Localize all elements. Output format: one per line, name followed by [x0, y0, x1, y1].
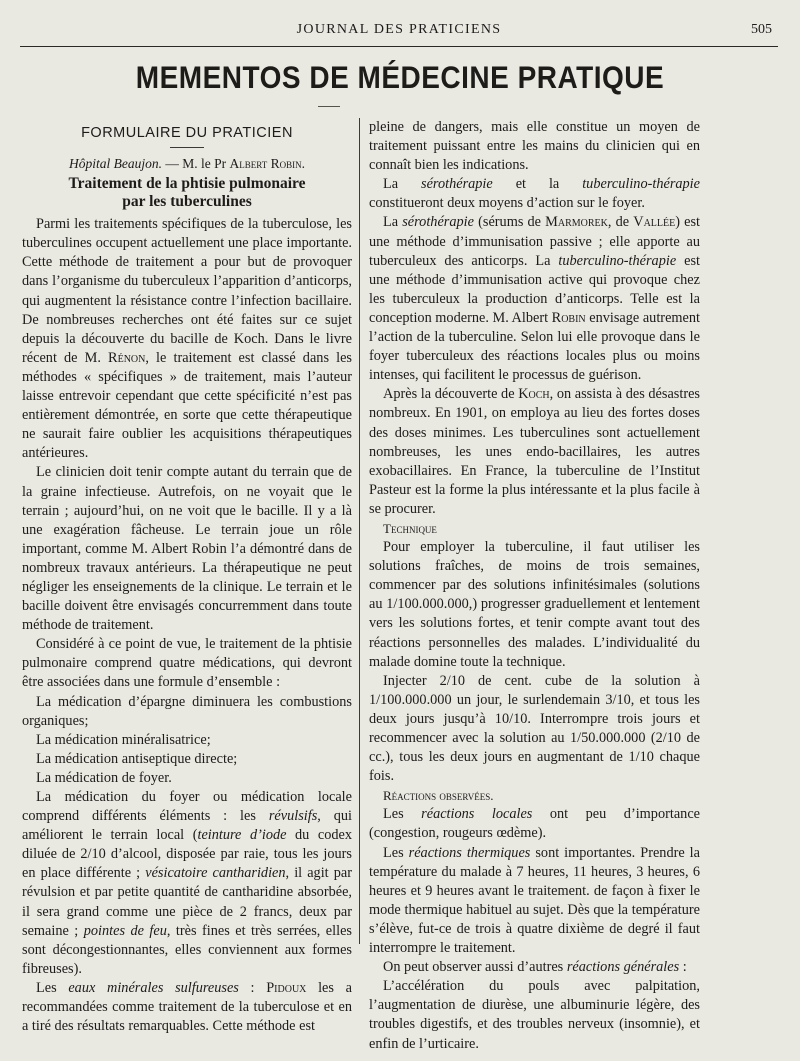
text-run: :	[238, 979, 267, 996]
paragraph	[369, 805, 700, 843]
text-run: Les	[383, 806, 422, 823]
article-title	[22, 175, 352, 211]
journal-title: JOURNAL DES PRATICIENS	[296, 22, 502, 37]
text-run: (sérums de	[473, 214, 546, 231]
text-run: , le traitement est classé dans les méthodes « spécifiques » de traitement, mais l’auteur laisse entrevoir cependant que cette spécificité n’est pas entièrement démontrée, en sorte que cette thérapeutique ne saurait faire oublier les acquisitions thérapeutiques antérieures.	[22, 349, 352, 462]
text-run: , il agit par révulsion et par petite quantité de cantharidine absorbée, il sera grand comme une pièce de 2 francs, deux par semaine ;	[22, 865, 352, 939]
text-run: ) est une méthode d’immunisation passive ; elle apporte au tuberculeux des anticorps. La	[369, 214, 701, 269]
italic-term: sérothérapie	[402, 214, 474, 231]
heading-rule	[170, 147, 204, 148]
person-name: Pidoux	[266, 979, 307, 996]
list-item: La médication antiseptique directe;	[36, 750, 238, 767]
text-run: :	[679, 959, 687, 976]
text-run: , qui améliorent le terrain local (	[22, 808, 352, 844]
main-title: MEMENTOS DE MÉDECINE PRATIQUE	[135, 60, 665, 95]
text-run: envisage autrement l’action de la tuberculine. Selon lui elle provoque dans le foyer tuberculeux des réactions locales plus ou moins intenses, qui facilitent le processus de guérison.	[369, 309, 700, 384]
text-run: et la	[492, 176, 583, 193]
text-run: Les	[383, 844, 409, 861]
text-run: , de	[607, 214, 634, 231]
text-run: La	[383, 176, 422, 193]
text-run: les a recommandées comme traitement de la tuberculose et en a tiré des résultats remarquables. Cette méthode est	[22, 979, 352, 1035]
italic-term: révulsifs	[268, 808, 318, 825]
italic-term: pointes de feu	[83, 922, 167, 939]
italic-term: réactions locales	[421, 806, 533, 823]
text-run: du codex diluée de 2/10 d’alcool, disposée par raie, tous les jours en place différente ;	[22, 827, 352, 882]
paragraph	[369, 844, 700, 959]
paragraph: Injecter 2/10 de cent. cube de la solution à 1/100.000.000 un jour, le surlendemain 3/10, et tous les deux jours jusqu’à 10/10. Interrompre trois jours et recommencer avec la solution au 1/50.000.000 (2/10 de cc.), tous les deux jours en augmentant de 1/10 chaque fois.	[369, 672, 700, 785]
text-run: Après la découverte de	[383, 386, 519, 403]
text-run: , très fines et très serrées, elles sont décongestionnantes, elles conviennent aux formes fibreuses).	[22, 922, 352, 977]
paragraph: Le clinicien doit tenir compte autant du terrain que de la graine infectieuse. Autrefois, on ne voyait que le terrain ; aujourd’hui, on ne voit que le bacille. Il y a là une exagération fâcheuse. Le terrain joue un rôle important, comme M. Albert Robin l’a démontré dans de nombreux travaux antérieurs. La thérapeutique ne peut négliger les enseignements de la clinique. Le terrain et le bacille doivent être envisagés concurremment dans toute méthode de traitement.	[22, 464, 352, 634]
italic-term: eaux minérales sulfureuses	[68, 979, 239, 996]
paragraph: Pour employer la tuberculine, il faut utiliser les solutions fraîches, de moins de trois semaines, commencer par des solutions infinitésimales (solutions au 1/100.000.000,) progresser graduellement et lentement vers les solutions fortes, et tenir compte avant tout des réactions personnelles des malades. L’individualité du malade domine toute la technique.	[369, 539, 700, 670]
paragraph	[369, 958, 700, 977]
italic-term: tuberculino-thérapie	[582, 176, 700, 193]
article-title-line2: par les tuberculines	[122, 193, 252, 211]
paragraph	[22, 979, 352, 1036]
paragraph	[22, 788, 352, 979]
paragraph: L’accélération du pouls avec palpitation, l’augmentation de diurèse, une albuminurie légère, des troubles digestifs, et des troubles nerveux (insomnie), et enfin de l’urticaire.	[369, 978, 700, 1052]
italic-term: vésicatoire cantharidien	[145, 865, 286, 882]
list-item: La médication d’épargne diminuera les combustions organiques;	[22, 693, 352, 729]
author-name: Albert Robin.	[229, 156, 305, 172]
right-column	[369, 118, 700, 1054]
subheading-reactions: Réactions observées.	[383, 788, 494, 804]
author-prefix: M. le Pr	[182, 156, 230, 172]
list-item: La médication minéralisatrice;	[36, 731, 211, 748]
person-name: Koch	[518, 386, 550, 403]
text-run: La médication du foyer ou médication locale comprend différents éléments : les	[22, 789, 352, 825]
text-run: Parmi les traitements spécifiques de la tuberculose, les tuberculines occupent actuellement une place importante. Cette méthode de traitement a pour but de provoquer dans l’organisme du tuberculeux l’apparition d’anticorps, qui augmentent la résistance contre l’infection bacillaire. De nombreuses recherches ont été faites sur ce sujet depuis la découverte du bacille de Koch. Dans le livre récent de M.	[22, 216, 352, 366]
paragraph: Considéré à ce point de vue, le traitement de la phtisie pulmonaire comprend quatre médications, qui devront être associées dans une formule d’ensemble :	[22, 636, 352, 691]
text-run: Les	[36, 979, 69, 996]
byline	[22, 154, 352, 173]
italic-term: réactions thermiques	[408, 844, 531, 861]
subheading-technique: Technique	[383, 520, 437, 536]
page-number: 505	[751, 22, 772, 37]
paragraph	[369, 213, 700, 385]
italic-term: sérothérapie	[421, 176, 493, 193]
left-column	[22, 118, 352, 1036]
paragraph	[369, 385, 700, 519]
byline-dash: —	[162, 156, 183, 172]
italic-term: teinture d’iode	[197, 827, 287, 844]
person-name: Vallée	[633, 214, 676, 231]
person-name: Robin	[551, 309, 586, 326]
column-divider	[359, 118, 360, 944]
title-divider	[318, 106, 340, 107]
article-title-line1: Traitement de la phtisie pulmonaire	[68, 175, 306, 193]
paragraph	[369, 175, 700, 213]
italic-term: réactions générales	[566, 959, 680, 976]
text-run: , on assista à des désastres nombreux. En 1901, on employa au lieu des fortes doses des doses minimes. Les tuberculines sont actuellement nombreuses, les unes endo-bacillaires, les autres exobacillaires. En France, la tuberculine de l’Institut Pasteur est la forme la plus intéressante et la plus facile à se procurer.	[369, 386, 700, 517]
section-heading: FORMULAIRE DU PRATICIEN	[81, 125, 293, 141]
paragraph	[22, 215, 352, 463]
list-item: La médication de foyer.	[36, 769, 172, 786]
running-header	[20, 18, 778, 47]
text-run: ont peu d’importance (congestion, rougeurs œdème).	[369, 806, 701, 842]
text-run: constitueront deux moyens d’action sur le foyer.	[369, 195, 645, 212]
text-run: est une méthode d’immunisation active qui provoque chez les tuberculeux la production d’anticorps. Telle est la conception moderne. M. Albert	[369, 252, 700, 326]
hospital-name: Hôpital Beaujon.	[69, 156, 163, 172]
text-run: sont importantes. Prendre la température du malade à 7 heures, 11 heures, 3 heures, 6 heures et 9 heures avant le traitement. de façon à fixer le mode thermique habituel au sujet. Dès que la température s’élève, fut-ce de trois à quatre dixième de degré il faut interrompre le traitement.	[369, 844, 701, 957]
italic-term: tuberculino-thérapie	[558, 252, 677, 269]
person-name: Marmorek	[545, 214, 608, 231]
paragraph: pleine de dangers, mais elle constitue un moyen de traitement puissant entre les mains du clinicien qui en connaît bien les indications.	[369, 119, 700, 174]
text-run: La	[383, 214, 403, 231]
person-name: Rénon	[108, 349, 146, 366]
text-run: On peut observer aussi d’autres	[383, 959, 567, 976]
